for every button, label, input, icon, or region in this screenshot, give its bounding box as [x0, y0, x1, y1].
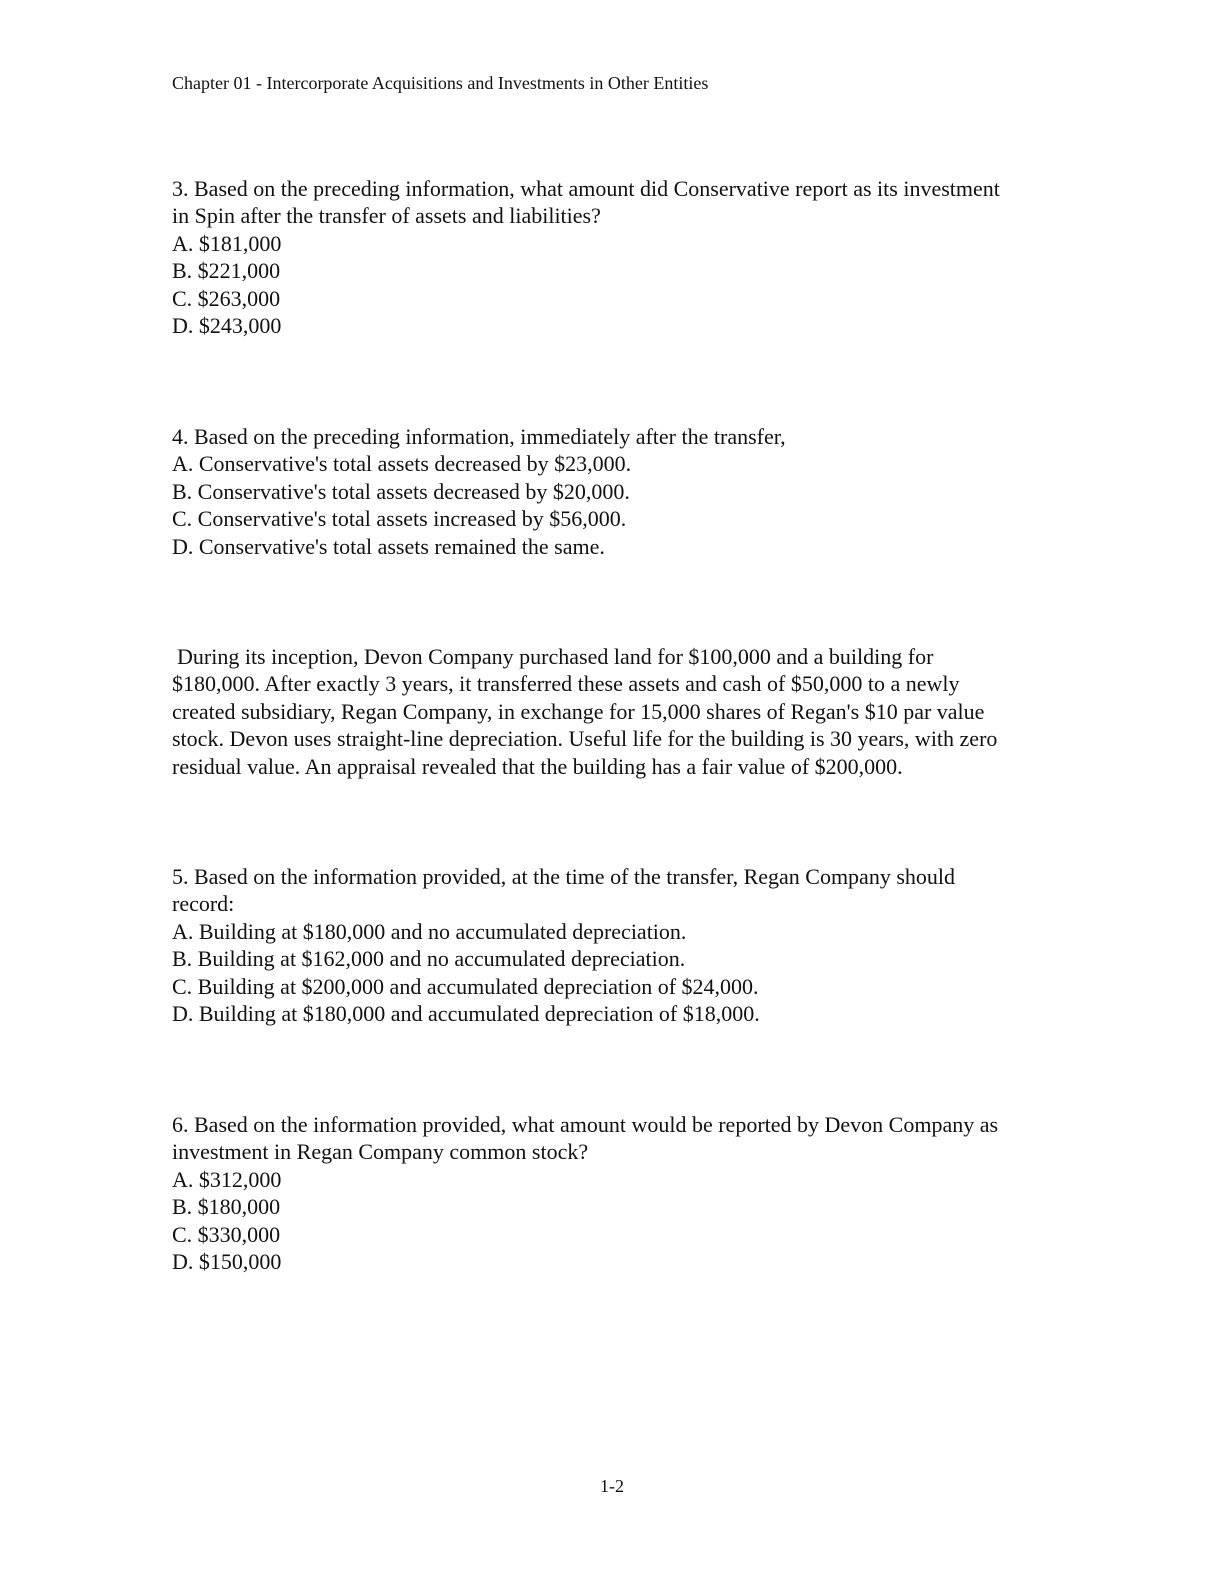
- question-5-stem: [172, 863, 1072, 918]
- question-6-option-a: A. $312,000: [172, 1166, 282, 1192]
- question-5-stem-line-2: record:: [172, 891, 235, 917]
- question-3-stem-line-1: 3. Based on the preceding information, what amount did Conservative report as its investment: [172, 176, 1000, 201]
- question-5-stem-line-1: 5. Based on the information provided, at the time of the transfer, Regan Company should: [172, 864, 955, 889]
- question-4: [172, 423, 1072, 560]
- question-5-option-d: D. Building at $180,000 and accumulated depreciation of $18,000.: [172, 1001, 760, 1027]
- question-4-option-d: D. Conservative's total assets remained the same.: [172, 533, 605, 559]
- question-3-option-b: B. $221,000: [172, 258, 281, 284]
- passage-line-2: $180,000. After exactly 3 years, it transferred these assets and cash of $50,000 to a newly: [172, 671, 960, 697]
- question-6-option-b: B. $180,000: [172, 1194, 281, 1220]
- chapter-header: Chapter 01 - Intercorporate Acquisitions and Investments in Other Entities: [172, 73, 709, 93]
- question-4-stem: [172, 423, 1072, 450]
- question-4-option-b: B. Conservative's total assets decreased by $20,000.: [172, 478, 630, 504]
- question-6-option-d: D. $150,000: [172, 1249, 282, 1275]
- question-5-option-c: C. Building at $200,000 and accumulated depreciation of $24,000.: [172, 973, 759, 999]
- question-5-option-a: A. Building at $180,000 and no accumulated depreciation.: [172, 918, 687, 944]
- question-4-stem-line-1: 4. Based on the preceding information, immediately after the transfer,: [172, 424, 786, 449]
- question-6: [172, 1111, 1072, 1275]
- question-4-option-a: A. Conservative's total assets decreased by $23,000.: [172, 451, 632, 477]
- question-6-stem-line-2: investment in Regan Company common stock?: [172, 1139, 589, 1165]
- question-5: [172, 863, 1072, 1027]
- passage-line-4: stock. Devon uses straight-line depreciation. Useful life for the building is 30 years, with zero: [172, 726, 998, 752]
- page-number: 1-2: [600, 1476, 624, 1496]
- question-3-option-d: D. $243,000: [172, 313, 282, 339]
- question-3: [172, 175, 1072, 339]
- question-6-stem: [172, 1111, 1072, 1166]
- question-3-stem: [172, 175, 1072, 230]
- passage-line-3: created subsidiary, Regan Company, in exchange for 15,000 shares of Regan's $10 par value: [172, 698, 985, 724]
- question-3-option-c: C. $263,000: [172, 285, 281, 311]
- passage-line-1: During its inception, Devon Company purchased land for $100,000 and a building for: [177, 644, 934, 669]
- passage-line-5: residual value. An appraisal revealed that the building has a fair value of $200,000.: [172, 753, 903, 779]
- question-5-option-b: B. Building at $162,000 and no accumulated depreciation.: [172, 946, 686, 972]
- question-6-stem-line-1: 6. Based on the information provided, what amount would be reported by Devon Company as: [172, 1112, 999, 1137]
- scenario-passage: [172, 643, 1072, 780]
- question-6-option-c: C. $330,000: [172, 1221, 281, 1247]
- question-3-stem-line-2: in Spin after the transfer of assets and liabilities?: [172, 203, 601, 229]
- question-3-option-a: A. $181,000: [172, 230, 282, 256]
- question-4-option-c: C. Conservative's total assets increased by $56,000.: [172, 506, 627, 532]
